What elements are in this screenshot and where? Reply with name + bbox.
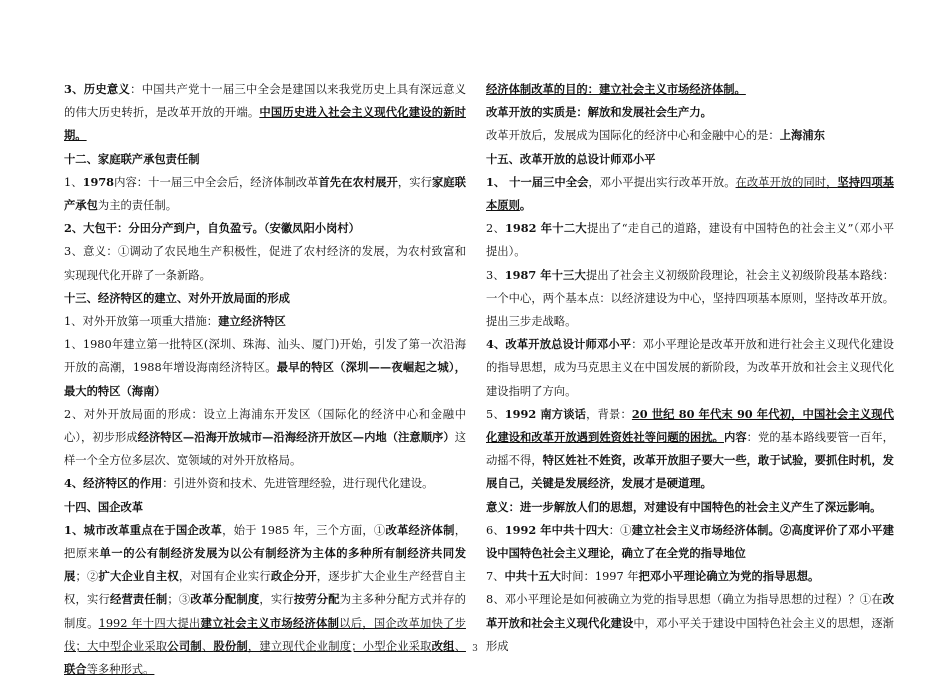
text-run: 、 (454, 639, 466, 653)
paragraph (64, 287, 466, 310)
text-run: 联合 (64, 662, 87, 677)
text-run: 意义：进一步解放人们的思想，对建设有中国特色的社会主义产生了深远影响。 (486, 499, 882, 514)
text-run: 4、经济特区的作用 (64, 476, 163, 491)
paragraph (64, 496, 466, 519)
text-run: 改革分配制度 (190, 592, 260, 607)
text-run: 特区姓社不姓资，改革开放胆子要大一些，敢于试验，要抓住时机，发展自己，关键是发展经济，发展才是硬道理。 (486, 453, 894, 491)
text-run: ；② (75, 570, 99, 584)
text-run: 2、大包干：分田分产到户，自负盈亏。（安徽凤阳小岗村） (64, 221, 360, 236)
paragraph (486, 565, 894, 588)
text-run: ，逐步扩大企业生产经营自主权，实行 (64, 570, 466, 607)
text-run: 家庭联产承包 (64, 174, 466, 213)
paragraph (64, 519, 466, 681)
text-run: ：邓小平理论是改革开放和进行社会主义现代化建设的指导思想，成为马克思主义在中国发展的新阶段，为改革开放和社会主义现代化建设指明了方向。 (486, 338, 894, 398)
text-run: 中，邓小平关于建设中国特色社会主义的思想，逐渐形成 (486, 616, 894, 653)
text-run: 等多种形式。 (86, 663, 155, 677)
text-run: 扩大企业自主权 (98, 569, 179, 584)
text-run: 十五、改革开放的总设计师邓小平 (486, 151, 656, 166)
text-run: 。 (519, 198, 532, 213)
text-run: 十二、家庭联产承包责任制 (64, 151, 200, 166)
text-run: ，邓小平提出实行改革开放。 (588, 175, 736, 189)
text-run: 这样一个全方位多层次、宽领域的对外开放格局。 (64, 431, 466, 468)
paragraph (64, 240, 466, 286)
text-run: 1、对外开放第一项重大措施： (64, 315, 219, 329)
text-run: ：引进外资和技术、先进管理经验，进行现代化建设。 (162, 477, 434, 491)
text-run: 以后，国企改革加快了步伐；大中型企业采取 (64, 616, 466, 653)
left-column (64, 78, 466, 681)
text-run: ：中国共产党十一届三中全会是建国以来我党历史上具有深远意义的伟大历史转折，是改革开放的开端。 (64, 83, 466, 120)
text-run: 十四、国企改革 (64, 499, 144, 514)
paragraph (64, 333, 466, 403)
paragraph (486, 171, 894, 217)
text-run: 股份制 (213, 638, 248, 653)
text-run: 3、历史意义 (64, 82, 131, 96)
text-run: 1992 南方谈话 (504, 406, 587, 421)
paragraph (64, 472, 466, 495)
text-run: 最早的特区（深圳——夜崛起之城），最大的特区（海南） (64, 360, 466, 398)
text-run: 1992 年中共十四大 (504, 522, 609, 537)
text-run: 2、对外开放局面的形成：设立上海浦东开发区（国际化的经济中心和金融中心），初步形成 (64, 407, 466, 445)
text-run: 提出了“走自己的道路，建设有中国特色的社会主义”（邓小平提出）。 (486, 222, 895, 259)
text-run: 1、城市改革重点在于国企改革 (64, 522, 223, 537)
text-run: 建立社会主义市场经济体制。②高度评价了邓小平建设中国特色社会主义理论，确立了在全党的指导地位 (486, 522, 894, 561)
paragraph (486, 124, 894, 147)
paragraph (486, 264, 894, 334)
text-run: ，建立现代企业制度；小型企业采取 (247, 639, 432, 653)
text-run: 6、 (486, 523, 505, 537)
text-run: ，把原来 (64, 523, 466, 561)
text-run: 时间：1997 年 (561, 570, 639, 584)
text-run: 1978 (82, 174, 115, 189)
paragraph (486, 148, 894, 171)
text-run: 1987 年十三大 (504, 267, 586, 282)
text-run: 内容 (724, 430, 747, 445)
text-run: 政企分开 (270, 569, 317, 584)
text-run: 改组 (431, 638, 455, 653)
text-run: 1992 年十四大提出 (98, 616, 201, 630)
paragraph (486, 333, 894, 403)
text-run: 1、 十一届三中全会 (486, 174, 589, 189)
text-run: 、 (201, 639, 214, 653)
text-run: 在改革开放的同时， (735, 175, 838, 189)
paragraph (486, 101, 894, 124)
text-run: 2、 (486, 222, 506, 236)
text-run: 坚持四项基本原则 (486, 174, 894, 213)
paragraph (486, 217, 894, 263)
right-column (486, 78, 894, 658)
text-run: 经济体制改革的目的：建立社会主义市场经济体制。 (486, 82, 746, 96)
paragraph (64, 171, 466, 217)
paragraph (486, 496, 894, 519)
text-run: 4、改革开放总设计师邓小平 (486, 337, 632, 352)
text-run: 内容：十一届三中全会后，经济体制改革 (114, 175, 319, 189)
text-run: 20 世纪 80 年代末 90 年代初，中国社会主义现代化建设和改革开放遇到姓资姓社等问题的困扰。 (486, 406, 894, 445)
text-run: 改革开放的实质是：解放和发展社会生产力。 (486, 105, 712, 120)
text-run: ：党的基本路线要管一百年，动摇不得， (486, 431, 894, 468)
paragraph (486, 403, 894, 496)
paragraph (64, 217, 466, 240)
page-number: 3 (472, 644, 478, 654)
text-run: 提出了社会主义初级阶段理论，社会主义初级阶段基本路线：一个中心，两个基本点：以经济建设为中心，坚持四项基本原则，坚持改革开放。提出三步走战略。 (486, 268, 894, 329)
text-run: 3、 (486, 268, 505, 282)
text-run: ，始于 1985 年，三个方面，① (222, 523, 386, 537)
text-run: ，实行 (259, 593, 294, 607)
text-run: 为主多种分配方式并存的制度。 (64, 593, 466, 630)
paragraph (64, 403, 466, 473)
text-run: 按劳分配 (293, 592, 340, 607)
text-run: 1982 年十二大 (505, 221, 587, 236)
text-run: ；③ (167, 593, 191, 607)
text-run: 经济特区—沿海开放城市—沿海经济开放区—内地（注意顺序） (137, 430, 455, 445)
text-run: 7、 (486, 570, 505, 584)
text-run: 首先在农村展开 (318, 174, 398, 189)
paragraph (486, 78, 894, 101)
text-run: 3、意义：①调动了农民地生产积极性，促进了农村经济的发展，为农村致富和实现现代化开辟了一条新路。 (64, 245, 466, 282)
text-run: 十三、经济特区的建立、对外开放局面的形成 (64, 290, 290, 305)
text-run: 1、1980年建立第一批特区(深圳、珠海、汕头、厦门)开始，引发了第一次沿海开放的高潮，1988年增设海南经济特区。 (64, 338, 466, 375)
text-run: 上海浦东 (779, 128, 825, 143)
text-run: 改革开放后，发展成为国际化的经济中心和金融中心的是： (486, 129, 780, 143)
text-run: 把邓小平理论确立为党的指导思想。 (638, 569, 820, 584)
text-run: 建立经济特区 (218, 314, 286, 329)
text-run: ，对国有企业实行 (178, 570, 271, 584)
text-run: 8、邓小平理论是如何被确立为党的指导思想（确立为指导思想的过程）？①在 (486, 593, 883, 607)
text-run: 中国历史进入社会主义现代化建设的新时期。 (64, 105, 466, 143)
text-run: 5、 (486, 407, 505, 421)
text-run: 单一的公有制经济发展为以公有制经济为主体的多种所有制经济共同发展 (64, 546, 466, 584)
text-run: 建立社会主义市场经济体制 (200, 615, 340, 630)
text-run: 改革开放和社会主义现代化建设 (486, 592, 894, 630)
text-run: 中共十五大 (504, 569, 561, 584)
paragraph (486, 519, 894, 565)
paragraph (64, 78, 466, 148)
text-run: ：① (608, 523, 632, 537)
text-run: ，实行 (397, 175, 432, 189)
text-run: 经营责任制 (109, 592, 168, 607)
text-run: ，背景： (586, 407, 632, 421)
paragraph (64, 148, 466, 171)
text-run: 为主的责任制。 (97, 199, 177, 213)
paragraph (64, 310, 466, 333)
text-run: 1、 (64, 175, 83, 189)
text-run: 公司制 (167, 638, 202, 653)
text-run: 改革经济体制 (385, 522, 455, 537)
